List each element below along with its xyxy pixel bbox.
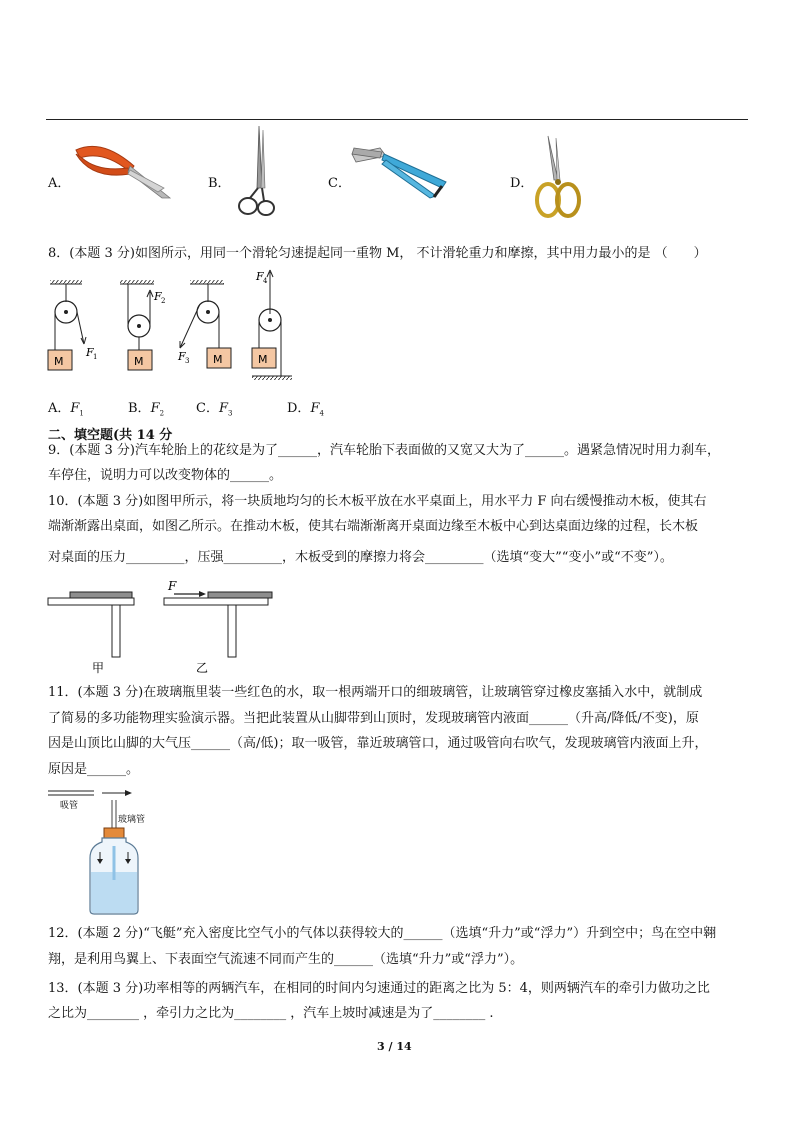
q8-option-a: A．$F_1$ (48, 401, 84, 418)
f1-label: F (86, 346, 94, 359)
q13-line-2: 之比为________ ，牵引力之比为________ ，汽车上坡时减速是为了________ . (48, 1006, 494, 1021)
q12-line-2: 翔，是利用鸟翼上、下表面空气流速不同而产生的______（选填“升力”或“浮力”）。 (48, 952, 524, 967)
q11-line-3: 因是山顶比山脚的大气压______（高/低)；取一吸管，靠近玻璃管口，通过吸管向右吹气，发现玻璃管内液面上升， (48, 736, 708, 751)
q11-line-4: 原因是______。 (48, 762, 140, 777)
header-rule (46, 119, 748, 120)
f4-label: F (256, 270, 264, 283)
q8-option-d: D．$F_4$ (287, 401, 324, 418)
tube-label: 玻璃管 (118, 815, 146, 825)
q10-label-jia: 甲 (92, 661, 105, 675)
m-label-4: M (258, 353, 268, 366)
f3-sub: 3 (185, 357, 190, 365)
f2-label: F (154, 290, 162, 303)
q8-pulley-figure (44, 268, 304, 390)
q13-line-1: 13．(本题 3 分)功率相等的两辆汽车，在相同的时间内匀速通过的距离之比为 5：4，则两辆汽车的牵引力做功之比 (48, 981, 710, 996)
m-label-3: M (213, 353, 223, 366)
m-label-2: M (134, 355, 144, 368)
q7-option-a-image (72, 140, 172, 202)
q7-option-d-label: D． (510, 176, 534, 191)
q10-force-label: F (168, 580, 177, 593)
q8-option-c: C．$F_3$ (196, 401, 233, 418)
f3-label: F (178, 350, 186, 363)
q10-line-2: 端渐渐露出桌面，如图乙所示。在推动木板，使其右端渐渐离开桌面边缘至木板中心到达桌面边缘的过程，长木板 (48, 519, 699, 534)
page-number: 3 / 14 (377, 1040, 412, 1053)
f4-sub: 4 (263, 277, 268, 285)
q10-label-yi: 乙 (196, 661, 209, 675)
q7-option-d-image (534, 134, 584, 220)
straw-label: 吸管 (60, 801, 79, 811)
q7-option-b-image (232, 124, 282, 220)
q8-option-b: B．$F_2$ (128, 401, 165, 418)
q7-option-c-label: C． (328, 176, 351, 191)
q7-option-a-label: A． (48, 176, 71, 191)
pulley-setup-3 (180, 280, 231, 368)
f1-sub: 1 (93, 353, 98, 361)
q7-option-c-image (350, 142, 454, 200)
q10-board-figure (46, 580, 286, 676)
q11-bottle-figure (46, 786, 186, 918)
f2-sub: 2 (161, 297, 166, 305)
q11-line-2: 了简易的多功能物理实验演示器。当把此装置从山脚带到山顶时，发现玻璃管内液面______（升高/降低/不变)，原 (48, 711, 699, 726)
q11-line-1: 11．(本题 3 分)在玻璃瓶里装一些红色的水，取一根两端开口的细玻璃管，让玻璃管穿过橡皮塞插入水中，就制成 (48, 685, 703, 700)
q7-option-b-label: B． (208, 176, 231, 191)
section-title-fill-in: 二、填空题(共 14 分 (48, 428, 173, 443)
q10-line-3: 对桌面的压力_________，压强_________，木板受到的摩擦力将会_________（选填“变大”“变小”或“不变”）。 (48, 550, 673, 565)
q8-stem: 8．(本题 3 分)如图所示，用同一个滑轮匀速提起同一重物 M， 不计滑轮重力和摩擦，其中用力最小的是 （ ） (48, 246, 707, 261)
q12-line-1: 12．(本题 2 分)“飞艇”充入密度比空气小的气体以获得较大的______（选填“升力”或“浮力”）升到空中；鸟在空中翱 (48, 926, 717, 941)
q10-line-1: 10．(本题 3 分)如图甲所示，将一块质地均匀的长木板平放在水平桌面上，用水平力 F 向右缓慢推动木板，使其右 (48, 494, 707, 509)
q9-line-2: 车停住，说明力可以改变物体的______。 (48, 468, 283, 483)
q9-line-1: 9．(本题 3 分)汽车轮胎上的花纹是为了______，汽车轮胎下表面做的又宽又大为了______。遇紧急情况时用力刹车， (48, 443, 720, 458)
m-label-1: M (54, 355, 64, 368)
